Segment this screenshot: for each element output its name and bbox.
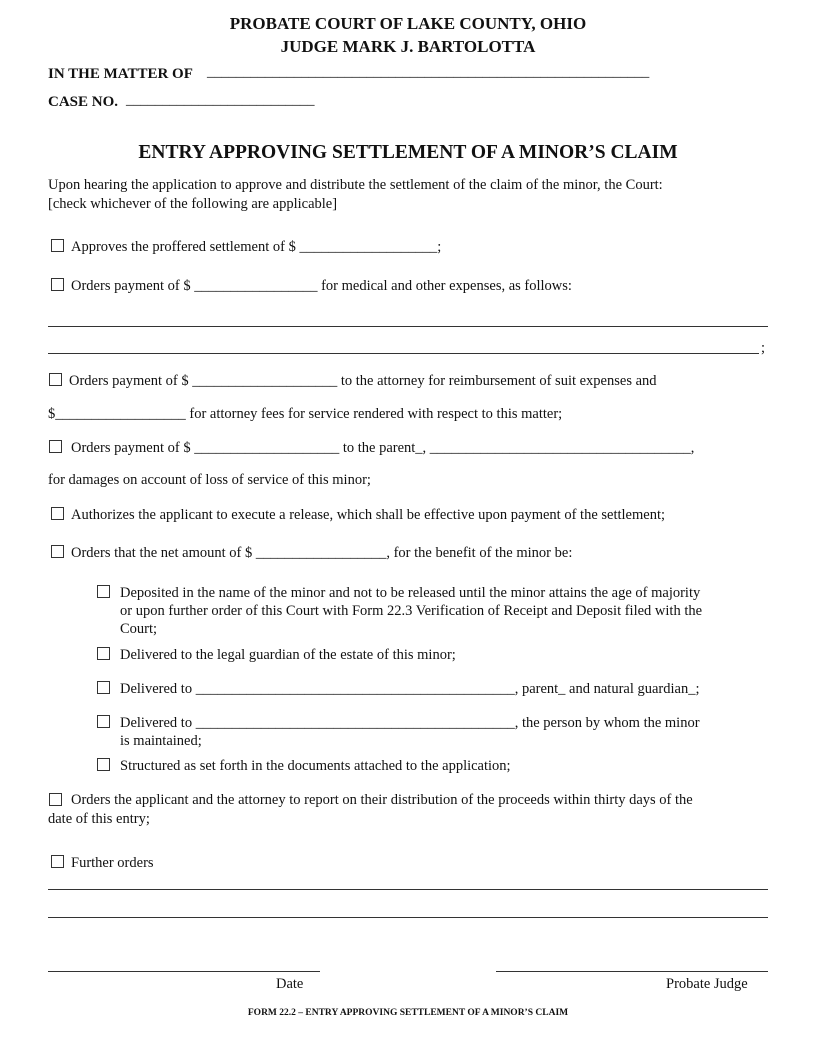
- structured-checkbox[interactable]: [97, 758, 110, 771]
- structured-text: Structured as set forth in the documents attached to the application;: [120, 758, 511, 774]
- attorney-fees-text: $__________________ for attorney fees for service rendered with respect to this matter;: [48, 406, 563, 422]
- legal-guardian-checkbox[interactable]: [97, 647, 110, 660]
- medical-line-1[interactable]: [48, 326, 768, 327]
- judge-name: JUDGE MARK J. BARTOLOTTA: [280, 37, 536, 56]
- release-checkbox[interactable]: [51, 507, 64, 520]
- maintaining-person-text-line-1: Delivered to ____________________________________________, the person by whom the minor: [120, 715, 700, 731]
- date-signature-line[interactable]: [48, 971, 320, 972]
- deposit-checkbox[interactable]: [97, 585, 110, 598]
- report-text-line-2: date of this entry;: [48, 811, 150, 827]
- further-orders-text: Further orders: [71, 855, 154, 871]
- attorney-payment-text: Orders payment of $ ____________________ to the attorney for reimbursement of suit expenses and: [69, 373, 657, 389]
- probate-judge-label: Probate Judge: [666, 976, 748, 992]
- net-amount-text: Orders that the net amount of $ __________________, for the benefit of the minor be:: [71, 545, 573, 561]
- case-no-label: CASE NO.: [48, 94, 119, 110]
- parent-payment-text: Orders payment of $ ____________________ to the parent_, ____________________________________,: [71, 440, 695, 456]
- legal-guardian-text: Delivered to the legal guardian of the estate of this minor;: [120, 647, 456, 663]
- natural-guardian-text: Delivered to ____________________________________________, parent_ and natural guardian_;: [120, 681, 700, 697]
- court-name: PROBATE COURT OF LAKE COUNTY, OHIO: [229, 14, 587, 33]
- medical-payment-text: Orders payment of $ _________________ for medical and other expenses, as follows:: [71, 278, 572, 294]
- medical-payment-checkbox[interactable]: [51, 278, 64, 291]
- release-text: Authorizes the applicant to execute a release, which shall be effective upon payment of the settlement;: [71, 507, 666, 523]
- maintaining-person-checkbox[interactable]: [97, 715, 110, 728]
- report-text-line-1: Orders the applicant and the attorney to report on their distribution of the proceeds within thirty days of the: [71, 792, 693, 808]
- approves-settlement-text: Approves the proffered settlement of $ ___________________;: [71, 239, 442, 255]
- date-label: Date: [276, 976, 304, 992]
- matter-field[interactable]: _____________________________________________________________: [207, 64, 650, 80]
- form-title: ENTRY APPROVING SETTLEMENT OF A MINOR’S CLAIM: [138, 142, 678, 163]
- report-checkbox[interactable]: [49, 793, 62, 806]
- further-orders-checkbox[interactable]: [51, 855, 64, 868]
- matter-label: IN THE MATTER OF: [48, 66, 193, 82]
- case-no-field[interactable]: __________________________: [126, 92, 315, 108]
- parent-damages-text: for damages on account of loss of service of this minor;: [48, 472, 371, 488]
- intro-line-2: [check whichever of the following are applicable]: [48, 196, 338, 212]
- deposit-text-line-1: Deposited in the name of the minor and not to be released until the minor attains the age of majority: [120, 585, 701, 601]
- further-orders-line-2[interactable]: [48, 917, 768, 918]
- intro-line-1: Upon hearing the application to approve and distribute the settlement of the claim of the minor, the Court:: [48, 177, 663, 193]
- deposit-text-line-3: Court;: [120, 621, 158, 637]
- further-orders-line-1[interactable]: [48, 889, 768, 890]
- approves-checkbox[interactable]: [51, 239, 64, 252]
- form-footer: FORM 22.2 – ENTRY APPROVING SETTLEMENT OF A MINOR’S CLAIM: [247, 1008, 569, 1018]
- net-amount-checkbox[interactable]: [51, 545, 64, 558]
- medical-line-2[interactable]: [48, 353, 759, 354]
- natural-guardian-checkbox[interactable]: [97, 681, 110, 694]
- parent-payment-checkbox[interactable]: [49, 440, 62, 453]
- judge-signature-line[interactable]: [496, 971, 768, 972]
- deposit-text-line-2: or upon further order of this Court with Form 22.3 Verification of Receipt and Deposit filed with the: [120, 603, 703, 619]
- maintaining-person-text-line-2: is maintained;: [120, 733, 202, 749]
- medical-line-end: ;: [761, 340, 766, 356]
- attorney-payment-checkbox[interactable]: [49, 373, 62, 386]
